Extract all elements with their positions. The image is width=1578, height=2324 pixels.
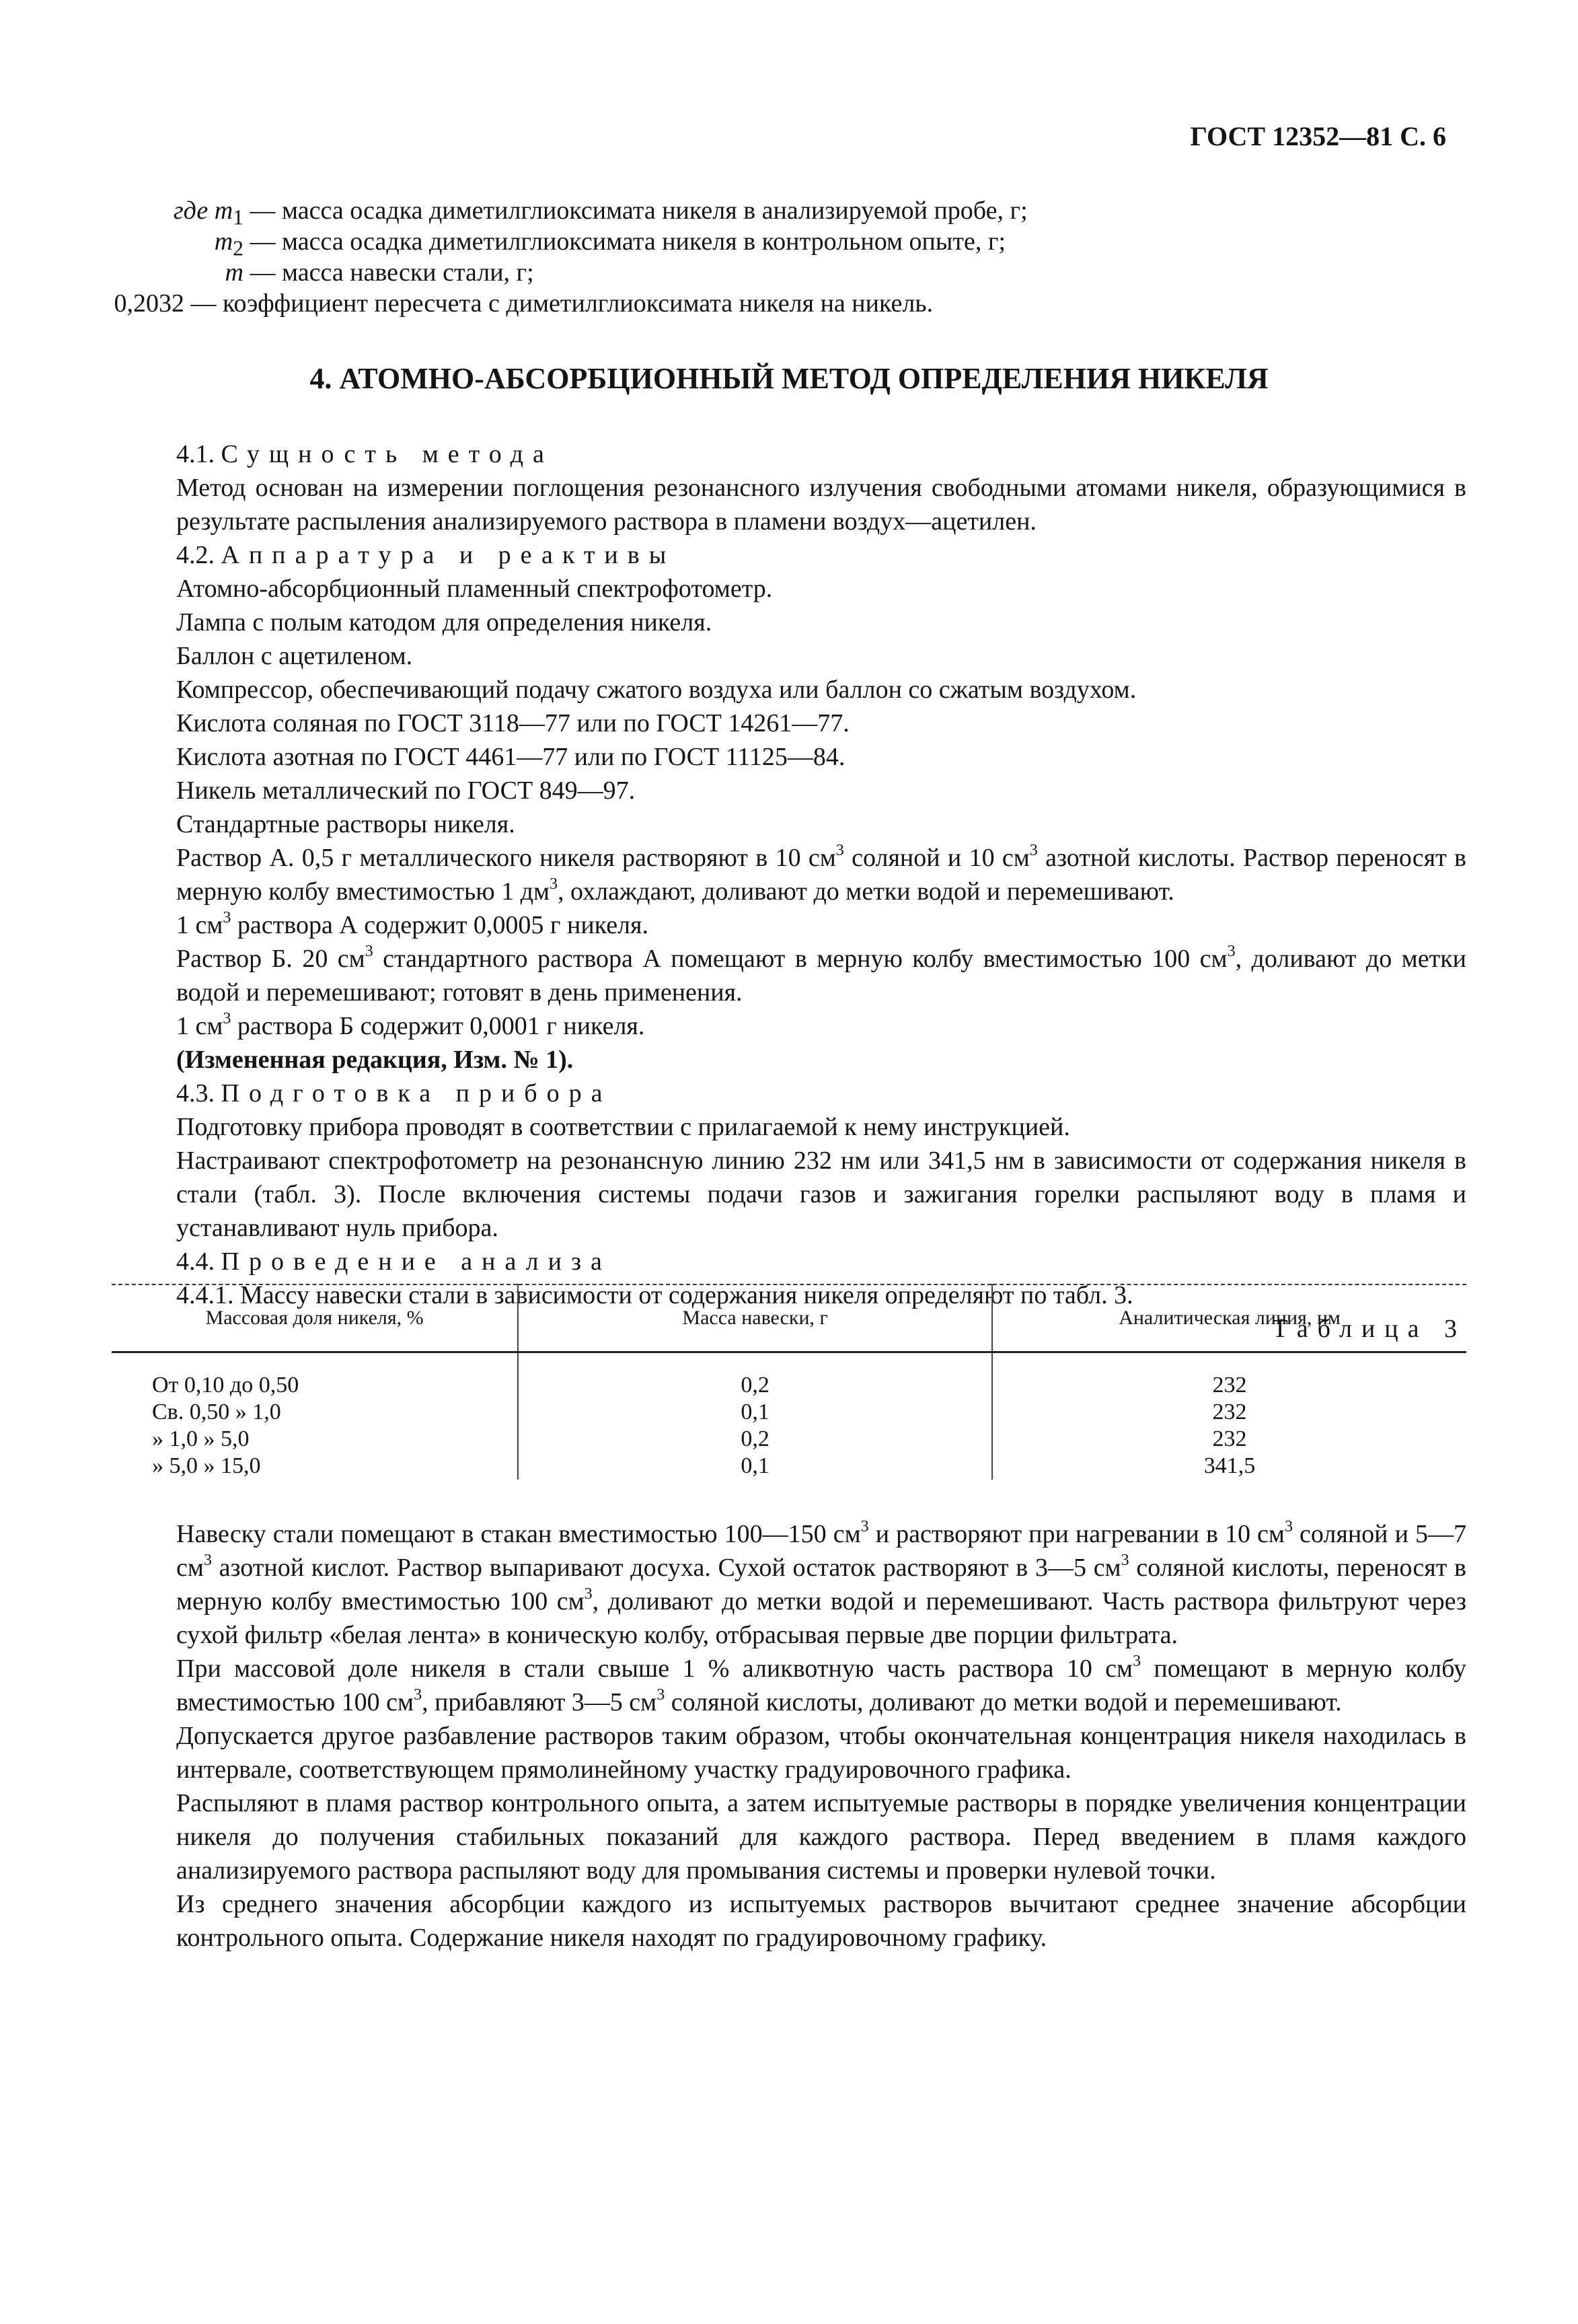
subsection-4-3-heading: 4.3. Подготовка прибора: [176, 1079, 612, 1107]
paragraph: Настраивают спектрофотометр на резонансную линию 232 нм или 341,5 нм в зависимости от содержания никеля в стали (табл. 3). После включения системы подачи газов и зажигания горелки распыляют воду в пламя и устанавливают нуль прибора.: [176, 1147, 1466, 1242]
table-cell: 341,5: [992, 1453, 1466, 1480]
solution-a-content: 1 $см^3$ раствора А содержит 0,0005 г никеля.: [176, 909, 649, 939]
definition-m2: $m_2$ — масса осадка диметилглиоксимата никеля в контрольном опыте, г;: [214, 227, 1006, 260]
definition-m: m — масса навески стали, г;: [225, 258, 534, 287]
paragraph: Распыляют в пламя раствор контрольного опыта, а затем испытуемые растворы в порядке увеличения концентрации никеля до получения стабильных показаний для каждого раствора. Перед введением в пламя каждого анализируемого раствора распыляют воду для промывания системы и проверки нулевой точки.: [176, 1789, 1466, 1885]
table-cell: 0,1: [518, 1453, 992, 1480]
table-header: Масса навески, г: [518, 1284, 992, 1352]
paragraph: Допускается другое разбавление растворов таким образом, чтобы окончательная концентрация никеля находилась в интервале, соответствующем прямолинейному участку градуировочного графика.: [176, 1722, 1466, 1784]
analysis-text: [112, 1517, 1466, 1955]
table-cell: 0,2: [518, 1352, 992, 1400]
table-header-row: [112, 1284, 1466, 1352]
table-caption: Таблица 3: [1272, 1315, 1466, 1343]
section-body: [112, 437, 1466, 1346]
table-cell: 0,1: [518, 1399, 992, 1426]
section-title: 4. АТОМНО-АБСОРБЦИОННЫЙ МЕТОД ОПРЕДЕЛЕНИЯ НИКЕЛЯ: [309, 362, 1269, 395]
table-cell: 232: [992, 1426, 1466, 1453]
table-header: Массовая доля никеля, %: [112, 1284, 518, 1352]
solution-a-paragraph: Раствор А. 0,5 г металлического никеля растворяют в 10 $см^3$ соляной и 10 $см^3$ азотной кислоты. Раствор переносят в мерную колбу вместимостью 1 $дм^3$, охлаждают, доливают до метки водой и перемешивают.: [176, 842, 1466, 906]
paragraph: Навеску стали помещают в стакан вместимостью 100—150 $см^3$ и растворяют при нагревании в 10 $см^3$ соляной и 5—7 $см^3$ азотной кислот. Раствор выпаривают досуха. Сухой остаток растворяют в 3—5 $см^3$ соляной кислоты, переносят в мерную колбу вместимостью 100 $см^3$, доливают до метки водой и перемешивают. Часть раствора фильтруют через сухой фильтр «белая лента» в коническую колбу, отбрасывая первые две порции фильтрата.: [176, 1518, 1467, 1649]
solution-b-content: 1 $см^3$ раствора Б содержит 0,0001 г никеля.: [176, 1010, 645, 1040]
table-row: [112, 1453, 1466, 1480]
table-row: [112, 1399, 1466, 1426]
list-item: Кислота соляная по ГОСТ 3118—77 или по ГОСТ 14261—77.: [176, 709, 850, 737]
formula-definitions: [112, 195, 1466, 319]
table-3: [112, 1284, 1466, 1480]
paragraph: 4.4.1. Массу навески стали в зависимости от содержания никеля определяют по табл. 3.: [176, 1281, 1133, 1309]
list-item: Баллон с ацетиленом.: [176, 642, 413, 670]
list-item: Стандартные растворы никеля.: [176, 810, 515, 838]
table-cell: Св. 0,50 » 1,0: [152, 1400, 281, 1424]
table-row: [112, 1352, 1466, 1400]
list-item: Кислота азотная по ГОСТ 4461—77 или по ГОСТ 11125—84.: [176, 743, 846, 771]
table-cell: » 1,0 » 5,0: [152, 1426, 250, 1451]
page-header: ГОСТ 12352—81 С. 6: [1190, 121, 1446, 151]
definition-coefficient: 0,2032 — коэффициент пересчета с диметилглиоксимата никеля на никель.: [114, 289, 934, 318]
amendment-note: (Измененная редакция, Изм. № 1).: [176, 1046, 574, 1074]
solution-b-paragraph: Раствор Б. 20 $см^3$ стандартного раствора А помещают в мерную колбу вместимостью 100 $см^3$, доливают до метки водой и перемешивают; готовят в день применения.: [176, 943, 1466, 1007]
table-header: Аналитическая линия, нм: [992, 1284, 1466, 1352]
list-item: Атомно-абсорбционный пламенный спектрофотометр.: [176, 575, 773, 603]
table-row: [112, 1426, 1466, 1453]
definition-m1: где $m_1$ — масса осадка диметилглиоксимата никеля в анализируемой пробе, г;: [173, 196, 1028, 229]
paragraph: Из среднего значения абсорбции каждого из испытуемых растворов вычитают среднее значение абсорбции контрольного опыта. Содержание никеля находят по градуировочному графику.: [176, 1890, 1466, 1952]
subsection-4-2-heading: 4.2. Аппаратура и реактивы: [176, 541, 676, 569]
subsection-4-4-heading: 4.4. Проведение анализа: [176, 1247, 611, 1276]
list-item: Никель металлический по ГОСТ 849—97.: [176, 776, 636, 805]
table-cell: 0,2: [518, 1426, 992, 1453]
paragraph: Подготовку прибора проводят в соответствии с прилагаемой к нему инструкцией.: [176, 1113, 1070, 1141]
list-item: Лампа с полым катодом для определения никеля.: [176, 608, 712, 637]
paragraph: При массовой доле никеля в стали свыше 1 % аликвотную часть раствора 10 $см^3$ помещают в мерную колбу вместимостью 100 $см^3$, прибавляют 3—5 $см^3$ соляной кислоты, доливают до метки водой и перемешивают.: [176, 1653, 1466, 1716]
table-cell: 232: [992, 1352, 1466, 1400]
subsection-4-1-heading: 4.1. Сущность метода: [176, 440, 554, 468]
table-cell: От 0,10 до 0,50: [152, 1373, 299, 1397]
list-item: Компрессор, обеспечивающий подачу сжатого воздуха или баллон со сжатым воздухом.: [176, 676, 1137, 704]
paragraph: Метод основан на измерении поглощения резонансного излучения свободными атомами никеля, образующимися в результате распыления анализируемого раствора в пламени воздух—ацетилен.: [176, 474, 1466, 536]
table-cell: » 5,0 » 15,0: [152, 1453, 261, 1478]
table-cell: 232: [992, 1399, 1466, 1426]
